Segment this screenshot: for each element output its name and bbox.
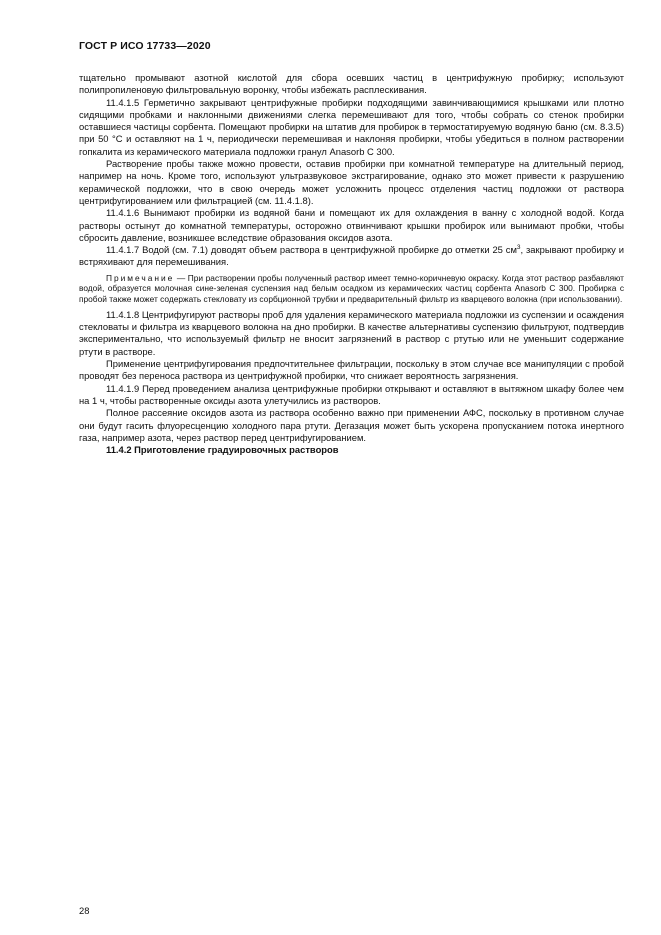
paragraph-11-4-1-7 <box>79 244 624 269</box>
superscript: 3 <box>516 244 521 252</box>
paragraph-11-4-1-9: 11.4.1.9 Перед проведением анализа центрифужные пробирки открывают и оставляют в вытяжном шкафу более чем на 1 ч, чтобы растворенные оксиды азота улетучились из растворов. <box>79 382 624 406</box>
note-text: — При растворении пробы полученный раствор имеет темно-коричневую окраску. Когда этот раствор разбавляют водой, образуется молочная сине-зеленая суспензия над белым осадком из керамических частиц сорбента Anasorb C 300. Пробирка с пробой также может содержать стекловату из сорбционной трубки и предварительный фильтр из кварцевого волокна (при использовании). <box>79 272 624 305</box>
document-header: ГОСТ Р ИСО 17733—2020 <box>79 40 211 52</box>
note-label: Примечание <box>106 272 175 283</box>
paragraph: Растворение пробы также можно провести, оставив пробирки при комнатной температуре на длительный период, например на ночь. Кроме того, используют ультразвуковое экстрагирование, однако это может привести к разрушению керамической подложки, что в свою очередь может усложнить процесс отделения частиц подложки от раствора центрифугированием или фильтрацией (см. 11.4.1.8). <box>79 158 624 206</box>
text-span: , закрывают пробирку и встряхивают для перемешивания. <box>79 244 624 268</box>
paragraph-11-4-1-5: 11.4.1.5 Герметично закрывают центрифужные пробирки подходящими завинчивающимися крышками или плотно сидящими пробками и наклонными движениями слегка перемешивают для того, чтобы собрать со стенок пробирки оставшиеся частицы сорбента. Помещают пробирки на штатив для пробирок в термостатируемую водяную баню (см. 8.3.5) при 50 °С и оставляют на 1 ч, периодически перемешивая и наклоняя пробирки, чтобы убедиться в полном растворении гопкалита из керамического материала подложки гранул Anasorb C 300. <box>79 96 624 157</box>
paragraph-11-4-1-6: 11.4.1.6 Вынимают пробирки из водяной бани и помещают их для охлаждения в ванну с холодной водой. Когда растворы остынут до комнатной температуры, осторожно отвинчивают крышки пробирок или вынимают пробки, чтобы сбросить давление, возникшее вследствие образования оксидов азота. <box>79 207 624 243</box>
page-number: 28 <box>79 905 90 916</box>
section-heading-11-4-2: 11.4.2 Приготовление градуировочных растворов <box>106 444 339 456</box>
paragraph: Полное рассеяние оксидов азота из раствора особенно важно при применении АФС, поскольку в противном случае они будут гасить флуоресценцию холодного пара ртути. Дегазация может быть ускорена пропусканием потока инертного газа, например азота, через раствор перед центрифугированием. <box>79 407 624 443</box>
note <box>79 273 624 305</box>
paragraph: Применение центрифугирования предпочтительнее фильтрации, поскольку в этом случае все манипуляции с пробой проводят без переноса раствора из центрифужной пробирки, что снижает вероятность загрязнения. <box>79 358 624 382</box>
paragraph: тщательно промывают азотной кислотой для сбора осевших частиц в центрифужную пробирку; используют полипропиленовую фильтровальную воронку, чтобы избежать расплескивания. <box>79 72 624 96</box>
page-content <box>79 40 624 456</box>
paragraph-11-4-1-8: 11.4.1.8 Центрифугируют растворы проб для удаления керамического материала подложки из суспензии и осаждения стекловаты и фильтра из кварцевого волокна на дно пробирки. В качестве альтернативы суспензию фильтруют, подтвердив экспериментально, что используемый фильтр не вносит загрязнений в раствор с ртутью или не уменьшит содержание ртути в растворе. <box>79 308 624 357</box>
text-span: 11.4.1.7 Водой (см. 7.1) доводят объем раствора в центрифужной пробирке до отметки 25 см <box>106 244 517 256</box>
